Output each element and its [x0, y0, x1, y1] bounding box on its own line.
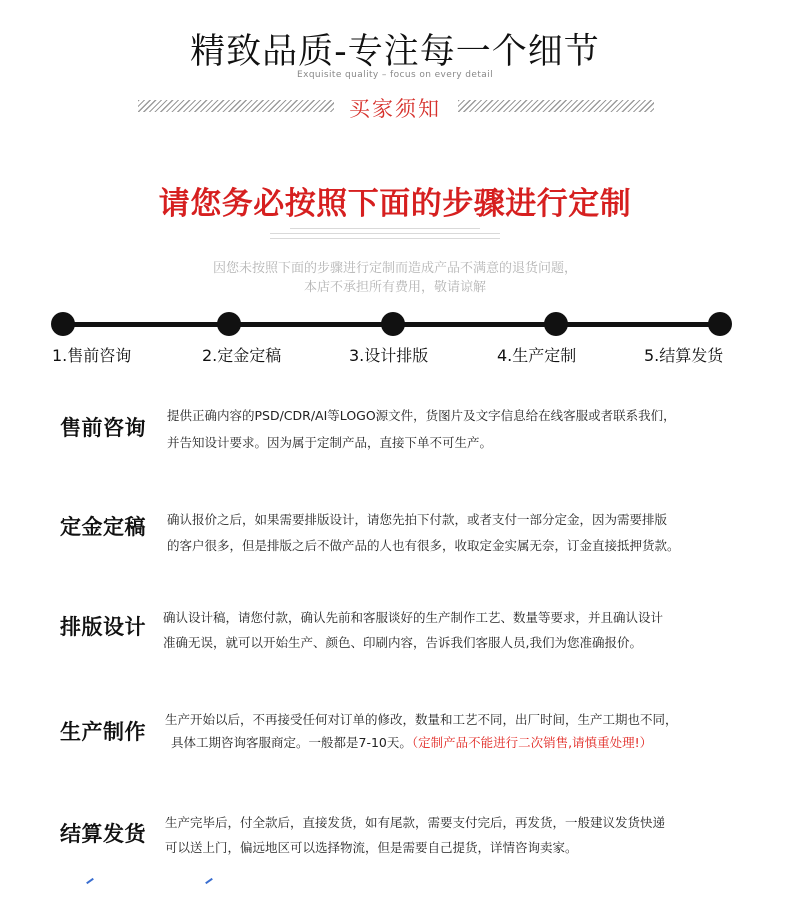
- step-label: 2.定金定稿: [202, 346, 282, 365]
- step-label: 4.生产定制: [497, 346, 577, 365]
- section-text-line: 生产完毕后，付全款后，直接发货，如有尾款，需要支付完后，再发货，一般建议发货快递: [165, 815, 666, 830]
- section-text-line: 的客户很多，但是排版之后不做产品的人也有很多，收取定金实属无奈，订金直接抵押货款。: [167, 538, 680, 553]
- step-label: 1.售前咨询: [52, 346, 132, 365]
- section-title: 售前咨询: [60, 416, 146, 440]
- section-text-line: 可以送上门，偏远地区可以选择物流，但是需要自己提货，详情咨询卖家。: [165, 840, 578, 855]
- headline: 请您务必按照下面的步骤进行定制: [158, 186, 632, 222]
- decorative-mark: [205, 878, 213, 884]
- disclaimer-line-2: 本店不承担所有费用，敬请谅解: [303, 280, 486, 295]
- section-title: 结算发货: [60, 822, 146, 846]
- resale-warning: （定制产品不能进行二次销售,请慎重处理!）: [411, 735, 653, 750]
- section-text-line: 确认设计稿，请您付款，确认先前和客服谈好的生产制作工艺、数量等要求，并且确认设计: [163, 610, 664, 625]
- buyer-notice-label: 买家须知: [349, 97, 441, 121]
- section-text-line: 并告知设计要求。因为属于定制产品，直接下单不可生产。: [167, 435, 493, 450]
- step-label: 3.设计排版: [349, 346, 429, 365]
- timeline-dot: [51, 312, 75, 336]
- section-title: 定金定稿: [60, 515, 146, 539]
- page-subtitle: Exquisite quality – focus on every detail: [297, 70, 493, 80]
- section-text-line: 生产开始以后，不再接受任何对订单的修改，数量和工艺不同，出厂时间，生产工期也不同，: [165, 712, 678, 727]
- timeline-dot: [544, 312, 568, 336]
- decorative-mark: [86, 878, 94, 884]
- hatch-divider-left: [138, 100, 334, 112]
- disclaimer-line-1: 因您未按照下面的步骤进行定制而造成产品不满意的退货问题，: [212, 261, 577, 276]
- section-title: 生产制作: [60, 720, 146, 744]
- timeline-dot: [381, 312, 405, 336]
- section-text: 具体工期咨询客服商定。一般都是7-10天。: [171, 735, 412, 750]
- timeline-dot: [217, 312, 241, 336]
- timeline-dot: [708, 312, 732, 336]
- section-text-line: 确认报价之后，如果需要排版设计，请您先拍下付款，或者支付一部分定金，因为需要排版: [167, 512, 668, 527]
- section-title: 排版设计: [60, 615, 146, 639]
- page-title: 精致品质-专注每一个细节: [190, 32, 600, 72]
- section-text-line: 提供正确内容的PSD/CDR/AI等LOGO源文件，货图片及文字信息给在线客服或者联系我们，: [167, 408, 676, 423]
- step-label: 5.结算发货: [644, 346, 724, 365]
- decorative-lines: [270, 228, 500, 242]
- hatch-divider-right: [458, 100, 654, 112]
- section-text-line: 准确无误，就可以开始生产、颜色、印刷内容，告诉我们客服人员,我们为您准确报价。: [163, 635, 642, 650]
- section-text-line-2: [171, 733, 652, 751]
